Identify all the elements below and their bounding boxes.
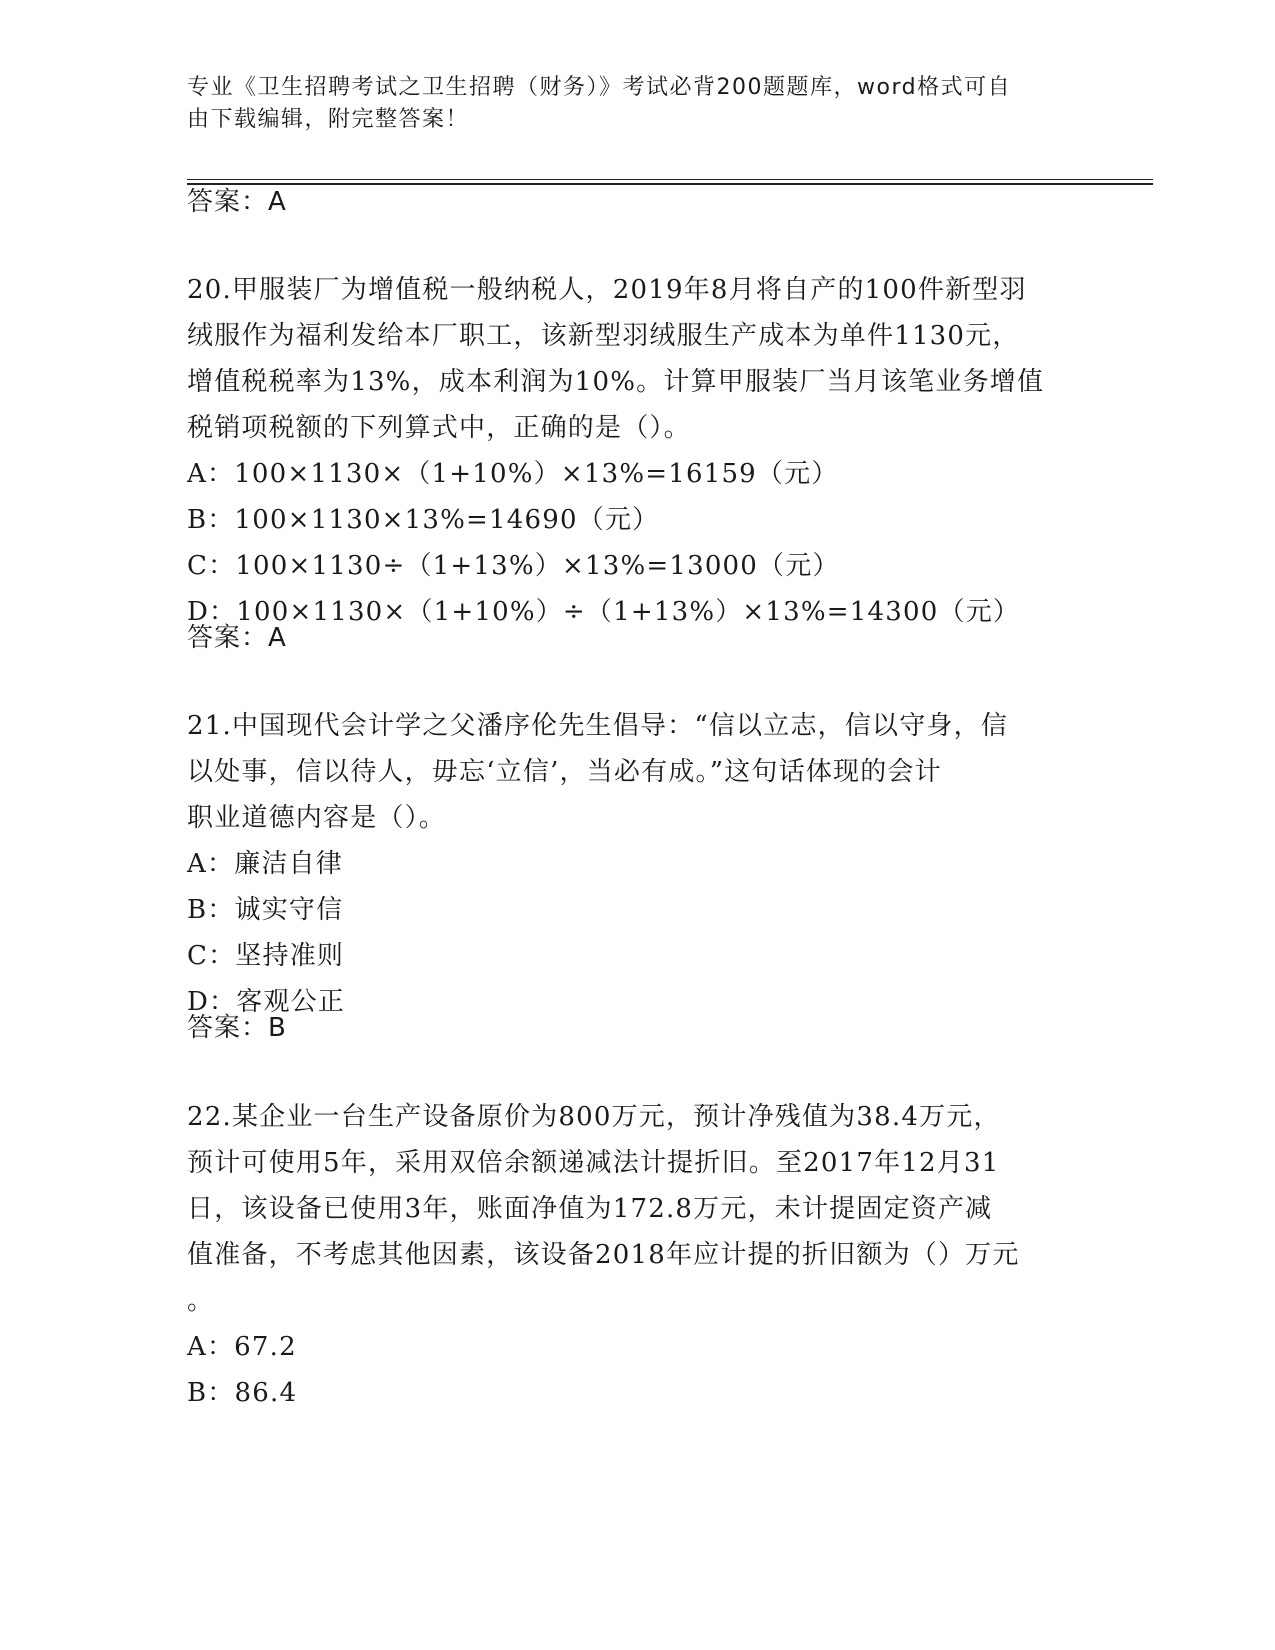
header-divider-thin [187,179,1153,180]
question-text-line: 职业道德内容是（）。 [187,803,447,833]
option-c: C：坚持准则 [187,941,345,971]
question-text-line: 日，该设备已使用3年，账面净值为172.8万元，未计提固定资产减 [187,1194,993,1224]
option-b: B：100×1130×13%=14690（元） [187,505,660,535]
document-header [187,72,1067,136]
answer-20: 答案：A [187,623,287,653]
option-a: A：67.2 [187,1332,297,1362]
answer-previous: 答案：A [187,187,287,217]
question-20 [187,267,1087,635]
question-text-line: 。 [187,1286,215,1316]
question-text-line: 增值税税率为13%，成本利润为10%。计算甲服装厂当月该笔业务增值 [187,367,1045,397]
answer-21: 答案：B [187,1013,287,1043]
question-21 [187,703,1087,1025]
option-d: D：100×1130×（1+10%）÷（1+13%）×13%=14300（元） [187,597,1021,627]
option-d: D：客观公正 [187,987,346,1017]
question-text-line: 22.某企业一台生产设备原价为800万元，预计净残值为38.4万元， [187,1102,1001,1132]
option-b: B：诚实守信 [187,895,344,925]
question-text-line: 20.甲服装厂为增值税一般纳税人，2019年8月将自产的100件新型羽 [187,275,1027,305]
option-b: B：86.4 [187,1378,298,1408]
question-text-line: 值准备，不考虑其他因素，该设备2018年应计提的折旧额为（）万元 [187,1240,1020,1270]
option-a: A：廉洁自律 [187,849,343,879]
question-22 [187,1094,1087,1416]
question-text-line: 21.中国现代会计学之父潘序伦先生倡导：“信以立志，信以守身，信 [187,711,1009,741]
option-a: A：100×1130×（1+10%）×13%=16159（元） [187,459,839,489]
question-text-line: 以处事，信以待人，毋忘‘立信’，当必有成。”这句话体现的会计 [187,757,942,787]
question-text-line: 税销项税额的下列算式中，正确的是（）。 [187,413,691,443]
option-c: C：100×1130÷（1+13%）×13%=13000（元） [187,551,840,581]
question-text-line: 预计可使用5年，采用双倍余额递减法计提折旧。至2017年12月31 [187,1148,1000,1178]
question-text-line: 绒服作为福利发给本厂职工，该新型羽绒服生产成本为单件1130元， [187,321,1020,351]
header-line-2: 由下载编辑，附完整答案！ [187,107,470,132]
header-line-1: 专业《卫生招聘考试之卫生招聘（财务）》考试必背200题题库，word格式可自 [187,75,1012,100]
